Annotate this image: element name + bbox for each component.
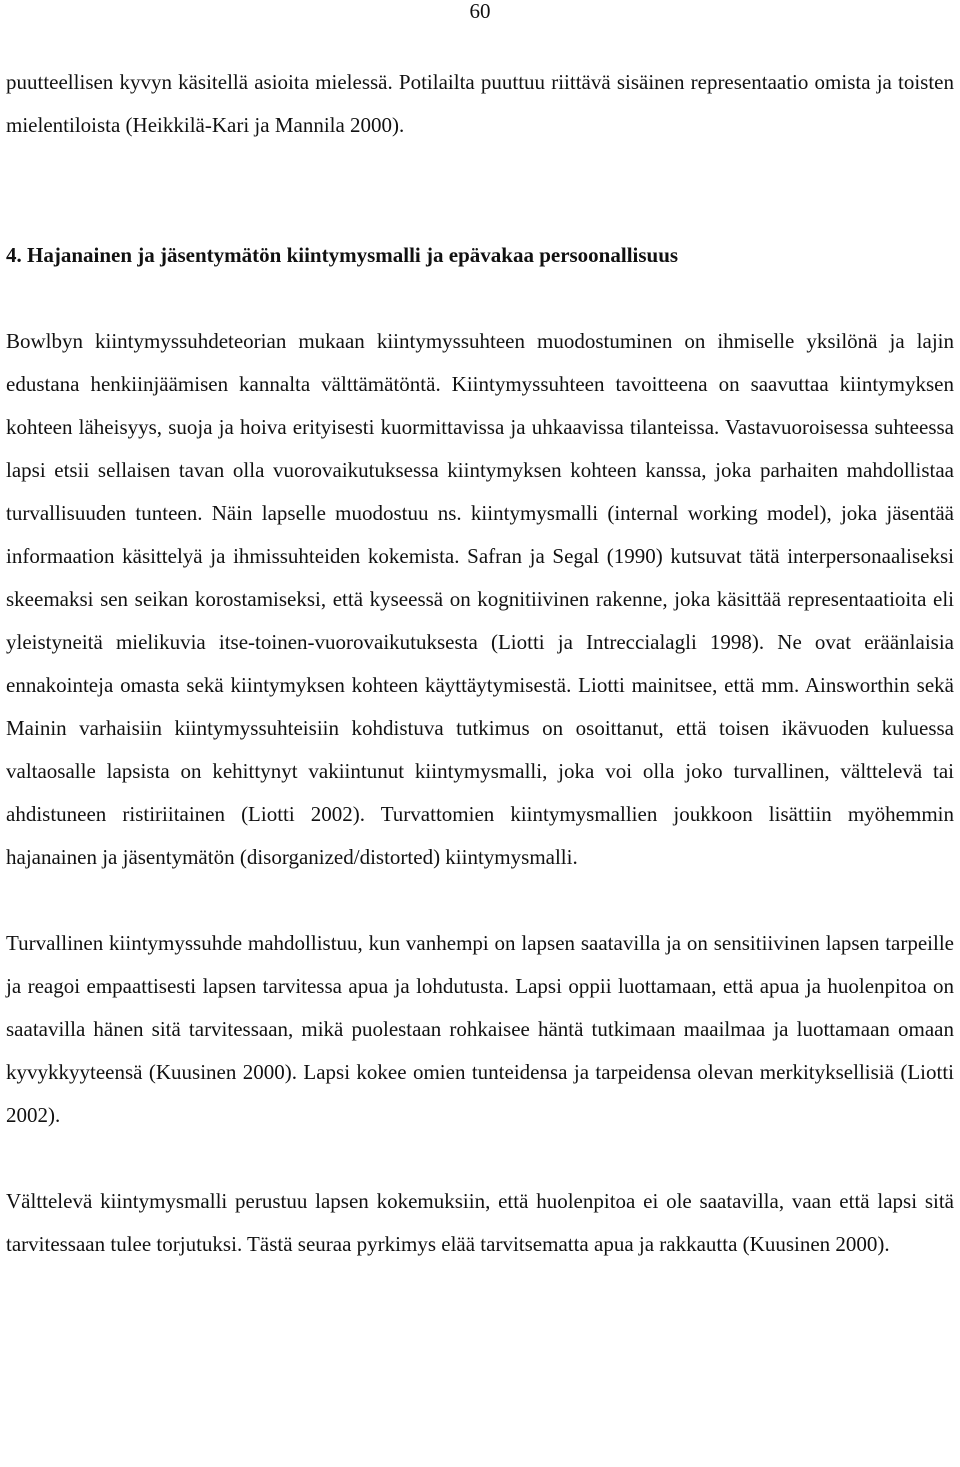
- page-number: 60: [469, 0, 491, 23]
- section-heading: 4. Hajanainen ja jäsentymätön kiintymysmalli ja epävakaa persoonallisuus: [6, 243, 679, 267]
- spacer: [6, 277, 954, 320]
- spacer: [6, 147, 954, 234]
- paragraph-attachment-theory: Bowlbyn kiintymyssuhdeteorian mukaan kiintymyssuhteen muodostuminen on ihmiselle yksilönä ja lajin edustana henkiinjäämisen kannalta välttämätöntä. Kiintymyssuhteen tavoitteena on saavuttaa kiintymyksen kohteen läheisyys, suoja ja hoiva erityisesti kuormittavissa ja uhkaavissa tilanteissa. Vastavuoroisessa suhteessa lapsi etsii sellaisen tavan olla vuorovaikutuksessa kiintymyksen kohteen kanssa, joka parhaiten mahdollistaa turvallisuuden tunteen. Näin lapselle muodostuu ns. kiintymysmalli (internal working model), joka jäsentää informaation käsittelyä ja ihmissuhteiden kokemista. Safran ja Segal (1990) kutsuvat tätä interpersonaaliseksi skeemaksi sen seikan korostamiseksi, että kyseessä on kognitiivinen rakenne, joka käsittää representaatioita eli yleistyneitä mielikuvia itse-toinen-vuorovaikutuksesta (Liotti ja Intreccialagli 1998). Ne ovat eräänlaisia ennakointeja omasta sekä kiintymyksen kohteen käyttäytymisestä. Liotti mainitsee, että mm. Ainsworthin sekä Mainin varhaisiin kiintymyssuhteisiin kohdistuva tutkimus on osoittanut, että toisen ikävuoden kuluessa valtaosalle lapsista on kehittynyt vakiintunut kiintymysmalli, joka voi olla joko turvallinen, välttelevä tai ahdistuneen ristiriitainen (Liotti 2002). Turvattomien kiintymysmallien joukkoon lisättiin myöhemmin hajanainen ja jäsentymätön (disorganized/distorted) kiintymysmalli.: [6, 329, 954, 869]
- paragraph-secure-attachment: Turvallinen kiintymyssuhde mahdollistuu, kun vanhempi on lapsen saatavilla ja on sensitiivinen lapsen tarpeille ja reagoi empaattisesti lapsen tarvitessa apua ja lohdutusta. Lapsi oppii luottamaan, että apua ja huolenpitoa on saatavilla hänen sitä tarvitessaan, mikä puolestaan rohkaisee häntä tutkimaan maailmaa ja luottamaan omaan kyvykkyyteensä (Kuusinen 2000). Lapsi kokee omien tunteidensa ja tarpeidensa olevan merkityksellisiä (Liotti 2002).: [6, 931, 954, 1127]
- intro-paragraph: puutteellisen kyvyn käsitellä asioita mielessä. Potilailta puuttuu riittävä sisäinen representaatio omista ja toisten mielentiloista (Heikkilä-Kari ja Mannila 2000).: [6, 70, 954, 137]
- spacer: [6, 879, 954, 922]
- paragraph-avoidant-attachment: Välttelevä kiintymysmalli perustuu lapsen kokemuksiin, että huolenpitoa ei ole saatavilla, vaan että lapsi sitä tarvitessaan tulee torjutuksi. Tästä seuraa pyrkimys elää tarvitsematta apua ja rakkautta (Kuusinen 2000).: [6, 1189, 954, 1256]
- document-body: [6, 61, 954, 1266]
- spacer: [6, 1137, 954, 1180]
